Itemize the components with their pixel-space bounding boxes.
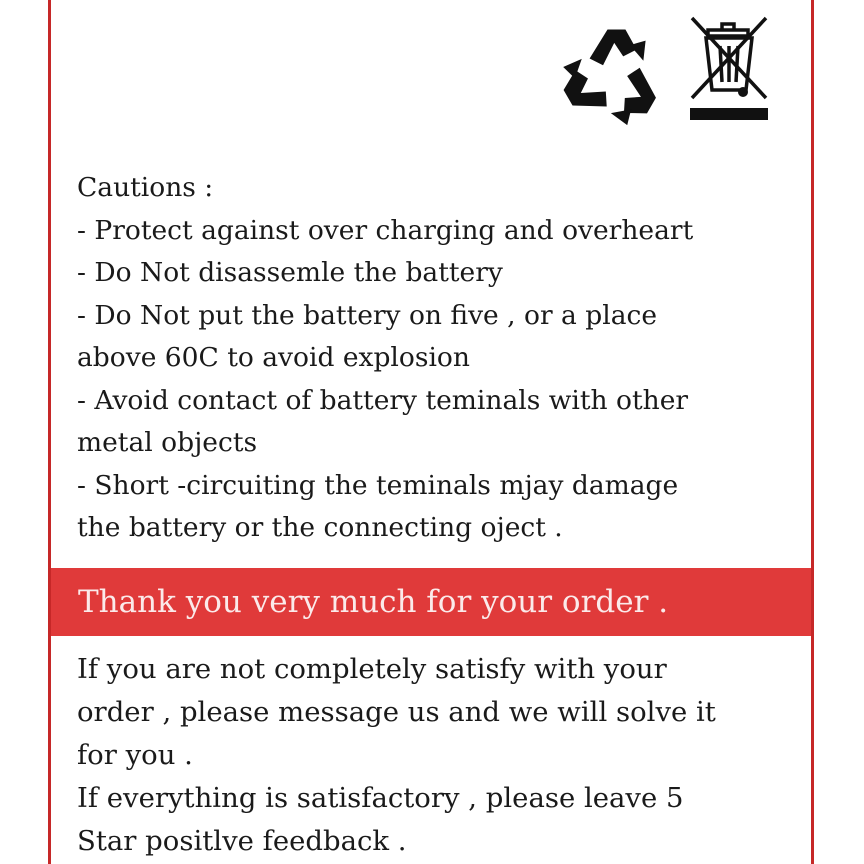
symbols-group <box>556 12 796 132</box>
caution-line: metal objects <box>77 427 258 458</box>
message-line: If you are not completely satisfy with your <box>77 653 667 685</box>
cautions-section <box>77 167 797 550</box>
satisfaction-message <box>77 648 797 863</box>
caution-line: - Short -circuiting the teminals mjay damage <box>77 469 679 501</box>
caution-line: - Do Not put the battery on five , or a place <box>77 299 658 331</box>
caution-line: the battery or the connecting oject . <box>77 512 563 543</box>
message-line: order , please message us and we will solve it <box>77 696 716 728</box>
recycle-icon <box>556 16 668 128</box>
thank-you-banner: Thank you very much for your order . <box>51 568 811 636</box>
crossed-out-wheelie-bin-icon <box>686 12 772 124</box>
caution-line: - Do Not disassemle the battery <box>77 257 503 288</box>
caution-line: above 60C to avoid explosion <box>77 342 470 373</box>
caution-line: - Avoid contact of battery teminals with other <box>77 384 689 416</box>
cautions-title: Cautions : <box>77 172 214 203</box>
message-line: for you . <box>77 739 193 771</box>
message-line: If everything is satisfactory , please leave 5 <box>77 782 684 814</box>
caution-card <box>48 0 814 864</box>
message-line: Star positlve feedback . <box>77 825 407 857</box>
caution-line: - Protect against over charging and overheart <box>77 214 694 246</box>
